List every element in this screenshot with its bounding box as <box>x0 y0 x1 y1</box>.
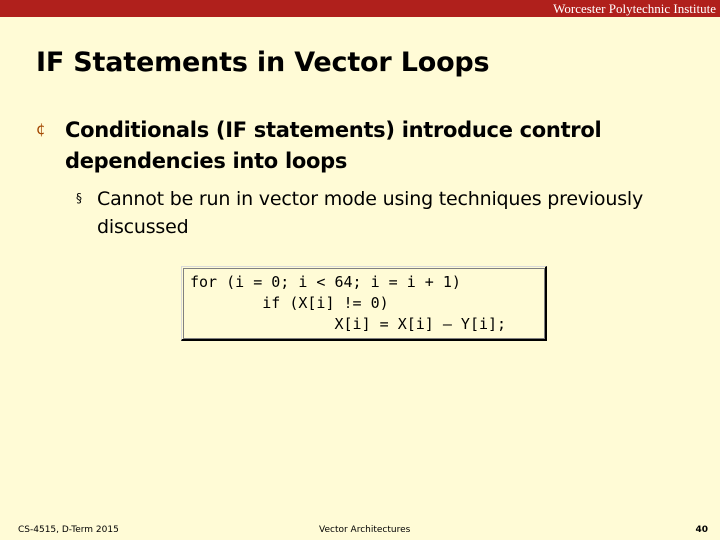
slide-title: IF Statements in Vector Loops <box>36 47 490 78</box>
sub-bullet-text: Cannot be run in vector mode using techniques previously discussed <box>97 188 644 238</box>
institute-name: Worcester Polytechnic Institute <box>553 1 716 16</box>
bullet-marker-icon: ¢ <box>36 120 46 138</box>
page-number: 40 <box>695 525 708 535</box>
code-line: if (X[i] != 0) <box>190 294 389 312</box>
footer-topic: Vector Architectures <box>319 525 411 535</box>
code-line: for (i = 0; i < 64; i = i + 1) <box>190 273 461 291</box>
bullet-main-text: Conditionals (IF statements) introduce control dependencies into loops <box>65 118 602 173</box>
code-line: X[i] = X[i] – Y[i]; <box>190 315 507 333</box>
sub-bullet-marker-icon: § <box>76 191 82 205</box>
header-bar <box>0 0 720 17</box>
code-box <box>181 266 547 341</box>
footer-course: CS-4515, D-Term 2015 <box>18 525 119 535</box>
